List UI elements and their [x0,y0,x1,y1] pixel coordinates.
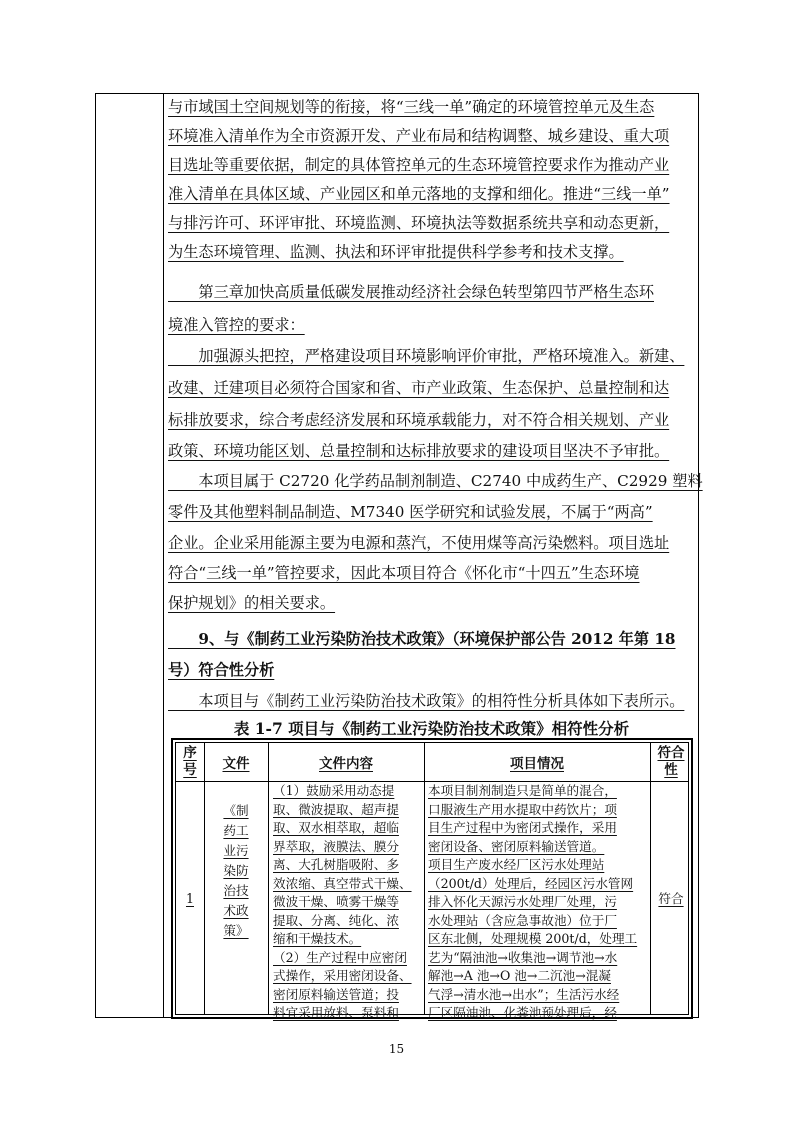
header-seq: 序 号 [183,745,197,778]
header-doc: 文件 [222,756,250,772]
paragraph-line: 政策、环境功能区划、总量控制和达标排放要求的建设项目坚决不予审批。 [168,442,670,460]
section-heading: 号）符合性分析 [168,661,275,679]
paragraph-line: 与排污许可、环评审批、环境监测、环境执法等数据系统共享和动态更新， [168,214,670,232]
column-divider [268,743,269,1014]
paragraph-line: 保护规划》的相关要求。 [168,594,336,612]
paragraph-line: 与市域国土空间规划等的衔接，将“三线一单”确定的环境管控单元及生态 [168,98,655,116]
paragraph-line: 第三章加快高质量低碳发展推动经济社会绿色转型第四节严格生态环 [168,283,654,301]
paragraph-line: 为生态环境管理、监测、执法和环评审批提供科学参考和技术支撑。 [168,243,624,261]
frame-divider [163,94,164,1017]
paragraph-line: 境准入管控的要求： [168,316,305,334]
paragraph-line: 企业。企业采用能源主要为电源和蒸汽，不使用煤等高污染燃料。项目选址 [168,534,670,552]
row-doc: 《制 药工 业污 染防 治技 术政 策》 [223,803,249,938]
paragraph-line: 准入清单在具体区域、产业园区和单元落地的支撑和细化。推进“三线一单” [168,185,670,203]
page-number: 15 [388,1042,405,1056]
column-divider [650,743,651,1014]
row-content: （1）鼓励采用动态提 取、微波提取、超声提 取、双水相萃取，超临 界萃取，液膜法、膜分 离、大孔树脂吸附、多 效浓缩、真空带式干燥、 微波干燥、喷雾干燥等 提取、分离、纯化、浓 缩和干燥技术。 （2）生产过程中应密闭 式操作，采用密闭设备、 密闭原料输送管道；投 料宜采用放料、泵料和 [273,783,412,1020]
paragraph-line: 标排放要求，综合考虑经济发展和环境承载能力，对不符合相关规划、产业 [168,411,670,429]
paragraph-line: 符合“三线一单”管控要求，因此本项目符合《怀化市“十四五”生态环境 [168,564,640,582]
table-inner-border [175,742,689,1020]
row-situation: 本项目制剂制造只是简单的混合， 口服液生产用水提取中药饮片；项 目生产过程中为密闭式操作，采用 密闭设备、密闭原料输送管道。 项目生产废水经厂区污水处理站 （200t/d）处理后，经园区污水管网 排入怀化天源污水处理厂处理，污 水处理站（含应急事故池）位于厂 区东北侧，处理规模 200t/d，处理工 艺为“隔油池→收集池→调节池→水 解池→A 池→O 池→二沉池→混凝 气浮→清水池→出水”；生活污水经 厂区隔油池、化粪池预处理后，经 [428,783,638,1020]
section-heading: 9、与《制药工业污染防治技术政策》（环境保护部公告 2012 年第 18 [168,630,676,648]
paragraph-line: 加强源头把控，严格建设项目环境影响评价审批，严格环境准入。新建、 [168,347,685,365]
paragraph-line: 环境准入清单作为全市资源开发、产业布局和结构调整、城乡建设、重大项 [168,127,670,145]
paragraph-line: 本项目属于 C2720 化学药品制剂制造、C2740 中成药生产、C2929 塑料 [168,472,703,490]
column-divider [424,743,425,1014]
header-content: 文件内容 [319,756,373,772]
table-intro: 本项目与《制药工业污染防治技术政策》的相符性分析具体如下表所示。 [168,692,685,710]
paragraph-line: 改建、迁建项目必须符合国家和省、市产业政策、生态保护、总量控制和达 [168,379,670,397]
header-conform: 符合 性 [657,745,685,778]
row-seq: 1 [185,891,194,906]
header-situation: 项目情况 [510,756,564,772]
row-conform: 符合 [658,891,684,906]
paragraph-line: 目选址等重要依据，制定的具体管控单元的生态环境管控要求作为推动产业 [168,156,670,174]
paragraph-line: 零件及其他塑料制品制造、M7340 医学研究和试验发展，不属于“两高” [168,503,653,521]
table-caption: 表 1-7 项目与《制药工业污染防治技术政策》相符性分析 [233,719,630,738]
compliance-table [171,738,693,1019]
